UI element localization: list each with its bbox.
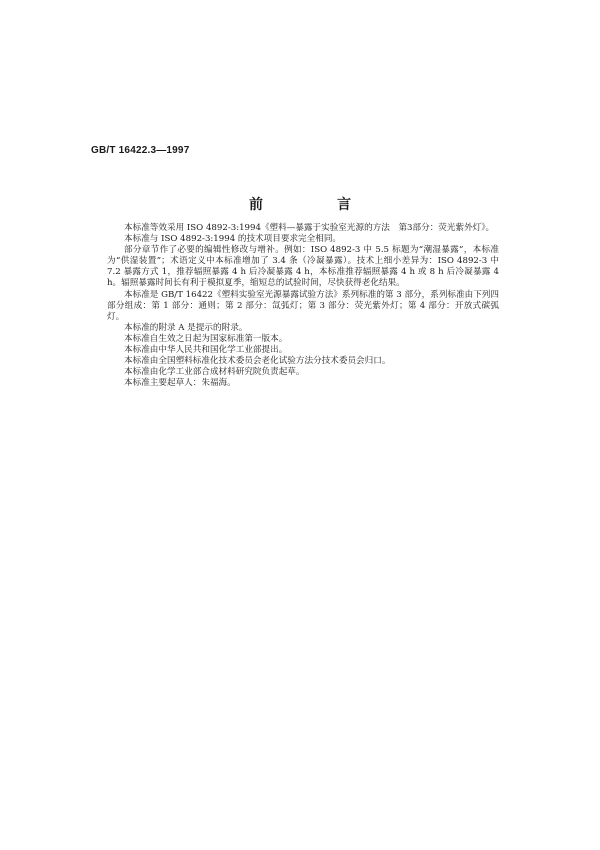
- paragraph-editorial-changes: 部分章节作了必要的编辑性修改与增补。例如：ISO 4892-3 中 5.5 标题为“潮湿暴露”，本标准为“供湿装置”；术语定义中本标准增加了 3.4 条（冷凝暴露）。技术上细小差异为：ISO 4892-3 中 7.2 暴露方式 1，推荐辐照暴露 4 h 后冷凝暴露 4 h，本标准推荐辐照暴露 4 h 或 8 h 后冷凝暴露 4 h。辐照暴露时间长有利于模拟夏季，缩短总的试验时间，尽快获得老化结果。: [107, 245, 499, 289]
- paragraph-equivalence: 本标准与 ISO 4892-3:1994 的技术项目要求完全相同。: [124, 234, 342, 245]
- paragraph-annex: 本标准的附录 A 是提示的附录。: [124, 322, 248, 333]
- paragraph-adoption: 本标准等效采用 ISO 4892-3:1994《塑料—暴露于实验室光源的方法 第3部分：荧光紫外灯》。: [124, 223, 495, 233]
- paragraph-proposer: 本标准由中华人民共和国化学工业部提出。: [124, 345, 288, 356]
- standard-code: GB/T 16422.3—1997: [91, 145, 190, 156]
- paragraph-first-edition: 本标准自生效之日起为国家标准第一版本。: [124, 333, 288, 344]
- paragraph-drafting-org: 本标准由化学工业部合成材料研究院负责起草。: [124, 367, 305, 378]
- foreword-body: [107, 223, 499, 389]
- paragraph-series: 本标准是 GB/T 16422《塑料实验室光源暴露试验方法》系列标准的第 3 部分，系列标准由下列四部分组成：第 1 部分：通则；第 2 部分：氙弧灯；第 3 部分：荧光紫外灯；第 4 部分：开放式碳弧灯。: [107, 289, 499, 322]
- foreword-title: 前 言: [249, 197, 381, 213]
- paragraph-drafters: 本标准主要起草人：朱福海。: [124, 378, 236, 389]
- paragraph-committee: 本标准由全国塑料标准化技术委员会老化试验方法分技术委员会归口。: [124, 356, 391, 367]
